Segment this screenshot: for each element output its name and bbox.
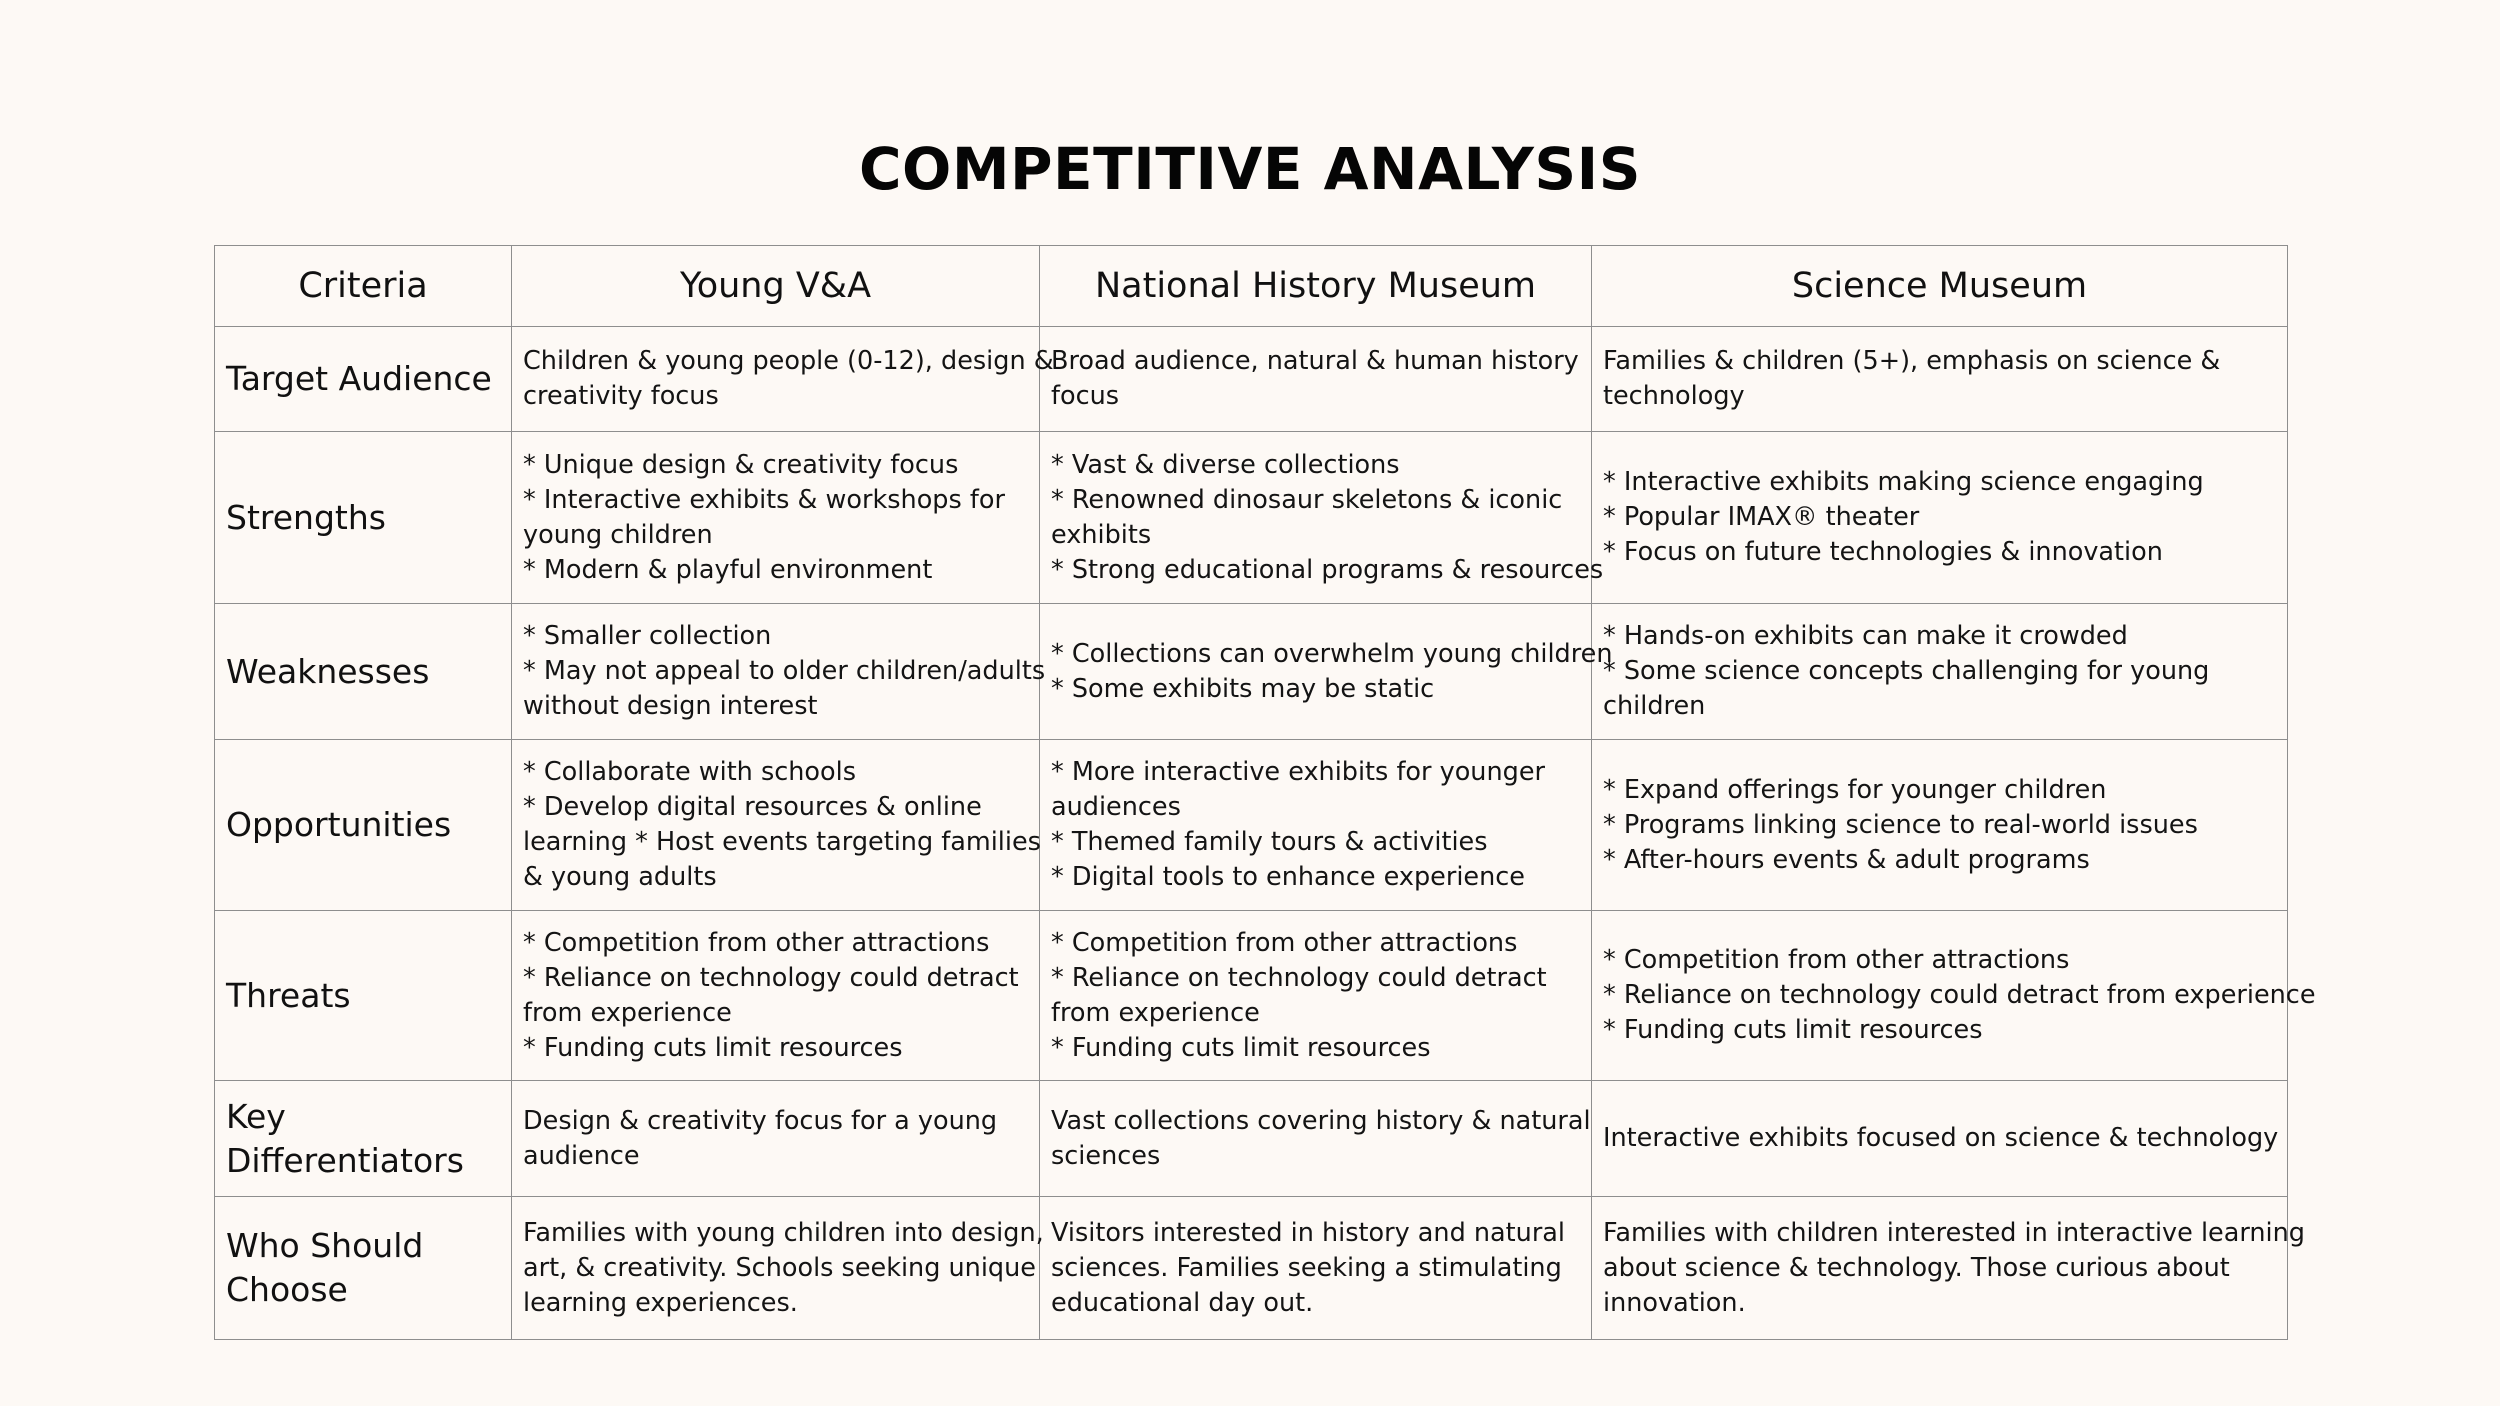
cell-text-line: * Programs linking science to real-world issues [1603,809,2198,840]
cell-text-line: * Some exhibits may be static [1051,673,1435,704]
cell-text-line: from experience [523,997,732,1028]
table-row [215,1197,2288,1340]
table-row [215,740,2288,911]
science-museum-cell [1592,911,2316,1081]
cell-text-line: Target Audience [226,359,492,398]
table-row [215,432,2288,604]
cell-text-line: * Develop digital resources & online [523,792,982,822]
science-museum-cell [1592,327,2288,432]
header-national-history-museum: National History Museum [1040,246,1592,327]
national-history-cell [1040,604,1613,740]
cell-text-line: educational day out. [1051,1287,1314,1318]
cell-text-line: * Interactive exhibits making science engaging [1603,467,2204,497]
criteria-cell [215,1081,512,1197]
table-row [215,604,2288,740]
cell-text-line: Families with children interested in interactive learning [1603,1217,2305,1248]
cell-text-line: * Interactive exhibits & workshops for [523,484,1005,515]
science-museum-cell [1592,1081,2288,1197]
cell-text-line: Design & creativity focus for a young [523,1105,998,1136]
cell-text-line: * Reliance on technology could detract [1051,962,1547,993]
cell-text-line: * Competition from other attractions [1603,945,2070,975]
header-young-va: Young V&A [512,246,1040,327]
cell-text-line: Choose [226,1270,348,1309]
criteria-cell [215,432,512,604]
cell-text-line: * Funding cuts limit resources [523,1032,903,1063]
cell-text-line: focus [1051,381,1120,411]
cell-text-line: * Strong educational programs & resources [1051,554,1604,585]
young-va-cell [512,1081,1040,1197]
cell-text-line: * Collections can overwhelm young children [1051,638,1613,669]
cell-text-line: Vast collections covering history & natural [1051,1105,1591,1136]
cell-text-line: * Themed family tours & activities [1051,827,1488,857]
young-va-cell [512,604,1046,740]
cell-text-line: Broad audience, natural & human history [1051,346,1579,376]
competitive-analysis-table [214,245,2316,1340]
cell-text-line: audience [523,1140,640,1171]
cell-text-line: children [1603,691,1706,721]
cell-text-line: Families & children (5+), emphasis on science & [1603,346,2221,376]
cell-text-line: audiences [1051,792,1181,822]
cell-text-line: * Some science concepts challenging for young [1603,656,2210,686]
national-history-cell [1040,327,1592,432]
young-va-cell [512,740,1040,911]
cell-text-line: * Expand offerings for younger children [1603,774,2107,805]
science-museum-cell [1592,432,2288,604]
cell-text-line: art, & creativity. Schools seeking unique [523,1252,1036,1283]
cell-text-line: * Hands-on exhibits can make it crowded [1603,621,2128,651]
cell-text-line: * Vast & diverse collections [1051,449,1400,480]
cell-text-line: without design interest [523,691,818,721]
cell-text-line: innovation. [1603,1287,1746,1318]
cell-text-line: * Competition from other attractions [1051,927,1518,958]
national-history-cell [1040,432,1604,604]
cell-text-line: & young adults [523,862,717,892]
cell-text-line: technology [1603,381,1745,411]
table-row [215,327,2288,432]
cell-text-line: * Digital tools to enhance experience [1051,862,1525,892]
cell-text-line: Visitors interested in history and natural [1051,1217,1566,1248]
cell-text-line: from experience [1051,997,1260,1028]
cell-text-line: creativity focus [523,381,719,411]
young-va-cell [512,327,1054,432]
cell-text-line: young children [523,519,713,550]
cell-text-line: * Focus on future technologies & innovation [1603,537,2163,567]
cell-text-line: * Funding cuts limit resources [1603,1015,1983,1045]
science-museum-cell [1592,740,2288,911]
criteria-cell [215,327,512,432]
criteria-cell [215,911,512,1081]
young-va-cell [512,1197,1044,1340]
cell-text-line: * Popular IMAX® theater [1603,502,1920,532]
cell-text-line: Threats [226,975,351,1015]
cell-text-line: sciences. Families seeking a stimulating [1051,1252,1562,1283]
header-criteria: Criteria [215,246,512,327]
cell-text-line: Weaknesses [226,651,430,691]
cell-text-line: Differentiators [226,1140,464,1180]
science-museum-cell [1592,604,2288,740]
table-row [215,1081,2288,1197]
cell-text-line: * Modern & playful environment [523,554,933,585]
cell-text-line: * Collaborate with schools [523,757,856,787]
cell-text-line: Interactive exhibits focused on science & technology [1603,1123,2279,1153]
young-va-cell [512,432,1040,604]
cell-text-line: * Smaller collection [523,621,772,651]
national-history-cell [1040,911,1592,1081]
criteria-cell [215,740,512,911]
cell-text-line: Opportunities [226,805,452,844]
cell-text-line: * Reliance on technology could detract [523,962,1019,993]
young-va-cell [512,911,1040,1081]
cell-text-line: Who Should [226,1226,424,1265]
cell-text-line: * After-hours events & adult programs [1603,844,2090,875]
cell-text-line: * Competition from other attractions [523,927,990,958]
header-science-museum: Science Museum [1592,246,2288,327]
cell-text-line: learning * Host events targeting families [523,827,1041,857]
page-title: COMPETITIVE ANALYSIS [858,135,1642,203]
table-row [215,911,2288,1081]
cell-text-line: Children & young people (0-12), design & [523,346,1054,376]
criteria-cell [215,1197,512,1340]
science-museum-cell [1592,1197,2305,1340]
cell-text-line: * Unique design & creativity focus [523,449,959,480]
cell-text-line: * Reliance on technology could detract from experience [1603,980,2316,1010]
header-row [215,246,2288,327]
cell-text-line: Strengths [226,497,386,537]
cell-text-line: sciences [1051,1140,1161,1171]
national-history-cell [1040,1081,1592,1197]
cell-text-line: * Renowned dinosaur skeletons & iconic [1051,484,1563,515]
cell-text-line: * More interactive exhibits for younger [1051,757,1545,787]
cell-text-line: * May not appeal to older children/adults [523,656,1046,686]
cell-text-line: Key [226,1096,286,1136]
national-history-cell [1040,740,1592,911]
cell-text-line: * Funding cuts limit resources [1051,1032,1431,1063]
cell-text-line: exhibits [1051,519,1152,550]
cell-text-line: learning experiences. [523,1287,798,1318]
cell-text-line: Families with young children into design, [523,1217,1044,1248]
criteria-cell [215,604,512,740]
cell-text-line: about science & technology. Those curious about [1603,1252,2230,1283]
national-history-cell [1040,1197,1592,1340]
